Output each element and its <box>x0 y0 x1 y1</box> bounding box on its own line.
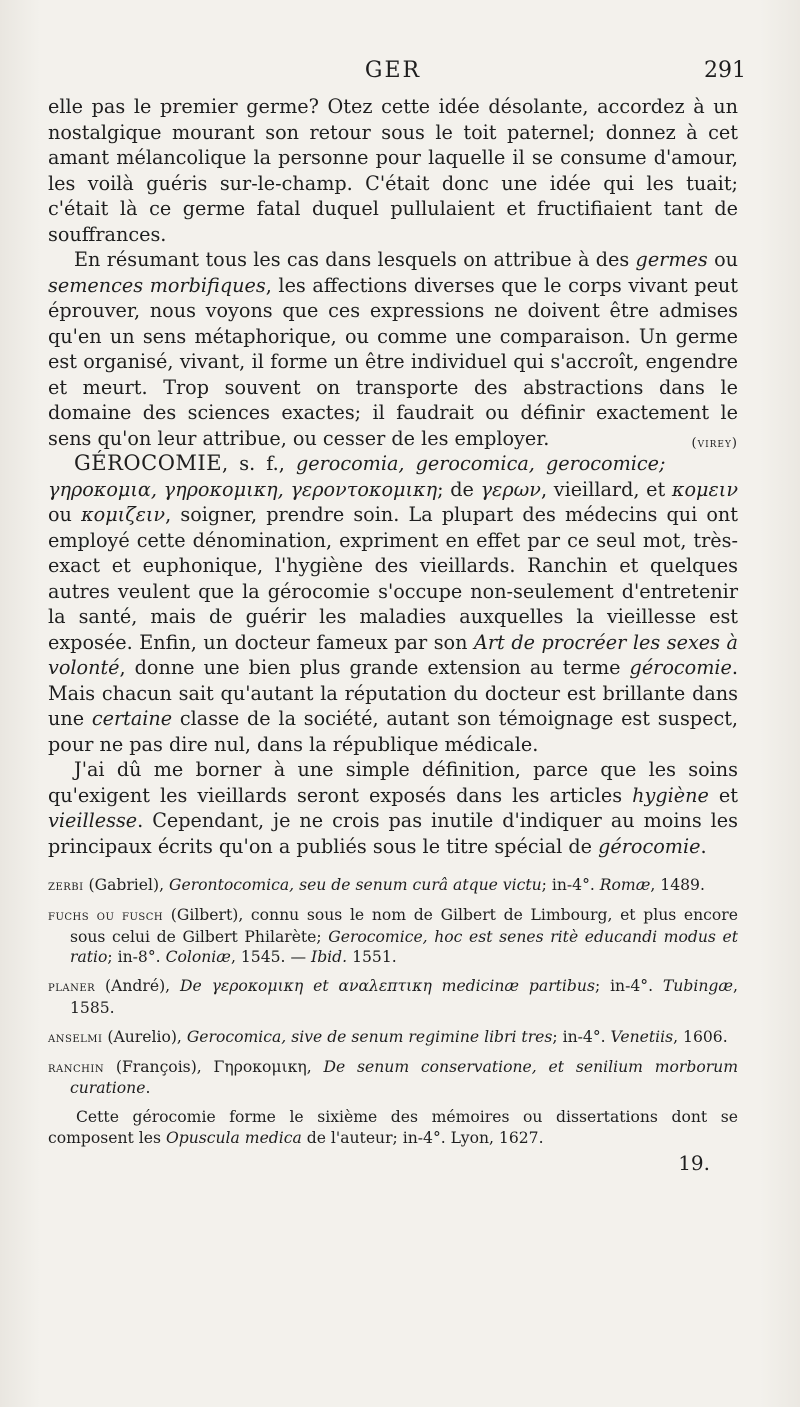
italic-text: De senum conservatione, et senilium morborum curatione <box>70 1057 738 1098</box>
paragraph <box>48 94 738 247</box>
text-run: de l'auteur; in-4°. Lyon, 1627. <box>301 1128 544 1147</box>
italic-text: certaine <box>91 707 173 730</box>
text-run: ou <box>707 248 738 271</box>
bibliography-author: planer <box>48 979 96 996</box>
bibliography-entry <box>48 875 738 897</box>
text-run: . Mais chacun sait qu'autant la réputation du docteur est brillante dans une <box>48 656 738 730</box>
italic-text: Romæ <box>599 876 651 894</box>
italic-text: κομιζειν <box>81 503 166 526</box>
italic-text: Tubingæ <box>662 977 734 996</box>
bibliography-author: fuchs ou fusch <box>48 907 164 924</box>
text-run: et <box>708 783 738 807</box>
italic-text: vieillesse <box>48 809 138 832</box>
text-run: , 1545. — <box>230 948 312 967</box>
author-signature: (virey) <box>691 435 738 451</box>
italic-text: hygiène <box>632 783 709 807</box>
paragraph <box>48 451 738 757</box>
text-run: . Cependant, je ne crois pas inutile d'indiquer au moins les principaux écrits qu'on a publiés sous le titre spécial de <box>48 809 738 858</box>
text-run: , soigner, prendre soin. La plupart des médecins qui ont employé cette dénomination, expriment en effet par ce seul mot, très-exact et euphonique, l'hygiène des vieillards. Ranchin et quelques autres veulent que la gérocomie s'occupe non-seulement d'entretenir la santé, mais de guérir les maladies auxquelles la vieillesse est exposée. Enfin, un docteur fameux par son <box>48 503 738 654</box>
text-run: , 1585. <box>70 977 738 1017</box>
paragraph <box>48 757 738 859</box>
text-run: , les affections diverses que le corps vivant peut éprouver, nous voyons que ces expressions ne doivent être admises qu'en un sens métaphorique, ou comme une comparaison. Un germe est organisé, vivant, il forme un être individuel qui s'accroît, engendre et meurt. Trop souvent on transporte des abstractions dans le domaine des sciences exactes; il faudrait ou définir exactement le sens qu'on leur attribue, ou cesser de les employer. <box>48 273 738 450</box>
text-run: , donne une bien plus grande extension au terme <box>119 656 630 679</box>
italic-text: De γεροκομικη et αναλεπτικη medicinæ partibus <box>179 977 595 996</box>
text-run: , s. f., <box>222 452 296 475</box>
italic-text: Venetiis <box>610 1027 674 1046</box>
bibliography-author: anselmi <box>48 1029 103 1046</box>
italic-text: gérocomie <box>598 834 701 858</box>
text-run: elle pas le premier germe? Otez cette idée désolante, accordez à un nostalgique mourant son retour sous le toit paternel; donnez à cet amant mélancolique la personne pour laquelle il se consume d'amour, les voilà guéris sur-le-champ. C'était donc une idée qui les tuait; c'était là ce germe fatal duquel pullulaient et fructifiaient tant de souffrances. <box>48 95 738 246</box>
bibliography-note <box>48 1107 738 1149</box>
italic-text: Gerocomica, sive de senum regimine libri tres <box>186 1027 553 1046</box>
italic-text: germes <box>635 248 708 271</box>
italic-text: gerocomia, gerocomica, gerocomice; γηροκομια, γηροκομικη, γεροντοκομικη <box>48 452 666 501</box>
text-run: En résumant tous les cas dans lesquels on attribue à des <box>74 248 636 271</box>
body-text <box>48 94 738 859</box>
entry-headword: GÉROCOMIE <box>74 451 223 475</box>
text-run: ou <box>48 503 82 526</box>
italic-text: gérocomie <box>629 656 732 679</box>
text-run: . <box>700 834 707 858</box>
page-header <box>48 58 746 94</box>
text-run: ; in-4°. <box>594 977 663 996</box>
text-run: (Gabriel), <box>83 876 170 894</box>
bibliography-entry <box>48 905 738 968</box>
signature-mark: 19. <box>678 1150 710 1175</box>
bibliography-entry <box>48 976 738 1019</box>
text-run: . <box>145 1079 151 1098</box>
italic-text: Gerontocomica, seu de senum curâ atque victu <box>169 876 542 894</box>
text-run: , vieillard, et <box>540 477 672 501</box>
italic-text: Opuscula medica <box>165 1128 302 1147</box>
bibliography <box>48 875 738 1149</box>
italic-text: Coloniæ <box>165 948 231 967</box>
text-run: ; in-4°. <box>541 876 600 894</box>
text-run: ; in-4°. <box>552 1027 611 1046</box>
bibliography-author: ranchin <box>48 1059 105 1076</box>
bibliography-author: zerbi <box>48 878 84 894</box>
text-run: (François), Γηροκομικη, <box>104 1057 324 1076</box>
italic-text: Art de procréer les sexes à volonté <box>48 630 738 679</box>
italic-text: semences morbifiques <box>48 273 266 297</box>
text-run: J'ai dû me borner à une simple définition, parce que les soins qu'exigent les vieillards seront exposés dans les articles <box>48 758 738 807</box>
text-run: ; de <box>437 477 481 501</box>
paragraph <box>48 247 738 451</box>
running-head: GER <box>364 58 422 83</box>
text-run: , 1606. <box>673 1027 728 1046</box>
text-run: Cette gérocomie forme le sixième des mémoires ou dissertations dont se composent les <box>48 1108 738 1147</box>
bibliography-entry <box>48 1057 738 1100</box>
text-run: classe de la société, autant son témoignage est suspect, pour ne pas dire nul, dans la république médicale. <box>48 707 739 756</box>
text-run: ; in-8°. <box>107 948 166 967</box>
page-number: 291 <box>704 58 746 83</box>
text-run: , 1489. <box>650 876 705 894</box>
text-run: 1551. <box>347 948 397 967</box>
italic-text: Ibid. <box>311 948 348 967</box>
italic-text: γερων <box>480 477 541 501</box>
italic-text: κομειν <box>671 477 738 501</box>
text-run: (André), <box>95 977 180 996</box>
bibliography-entry <box>48 1027 738 1049</box>
italic-text: Gerocomice, hoc est senes ritè educandi modus et ratio <box>70 927 738 967</box>
text-run: (Gilbert), connu sous le nom de Gilbert de Limbourg, et plus encore sous celui de Gilbert Philarète; <box>70 905 738 946</box>
text-run: (Aurelio), <box>102 1027 187 1046</box>
